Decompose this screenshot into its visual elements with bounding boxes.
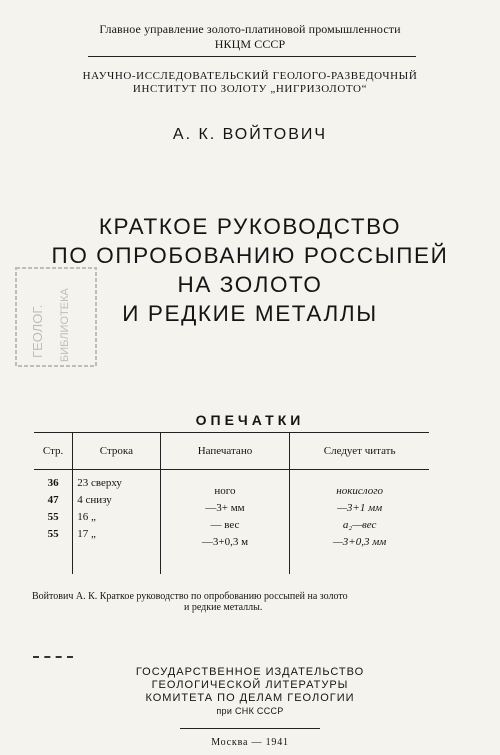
errata-correct: a₂—вес: [342, 519, 377, 531]
errata-printed: —3+0,3 м: [201, 536, 249, 548]
column-header-correct: Следует читать: [290, 433, 429, 470]
errata-line: 16 „: [77, 511, 96, 523]
errata-line: 4 снизу: [77, 494, 112, 506]
printed-column: [160, 470, 290, 574]
title-line-1: КРАТКОЕ РУКОВОДСТВО: [98, 214, 402, 239]
author-name: А. К. ВОЙТОВИЧ: [172, 126, 328, 143]
errata-line: 17 „: [77, 528, 96, 540]
errata-heading: ОПЕЧАТКИ: [195, 412, 305, 428]
errata-note-line-1: Войтович А. К. Краткое руководство по опробованию россыпей на золото: [32, 591, 348, 602]
publisher-block: [0, 666, 500, 718]
errata-printed: — вес: [210, 519, 240, 531]
scan-mark: [33, 656, 73, 658]
errata-correct: —3+0,3 мм: [333, 536, 387, 548]
errata-printed: ного: [214, 485, 236, 497]
column-header-line: Строка: [73, 433, 160, 470]
ministry-line-2: НКЦМ СССР: [214, 37, 286, 51]
stamp-text: ГЕОЛОГ.: [30, 304, 45, 358]
errata-table: [34, 432, 429, 574]
errata-correct: нокислого: [336, 485, 383, 497]
publisher-line-4: при СНК СССР: [216, 706, 284, 716]
errata-line: 23 сверху: [77, 477, 122, 489]
errata-correct: —3+1 мм: [337, 502, 383, 514]
errata-page: 55: [47, 511, 59, 523]
title-line-4: И РЕДКИЕ МЕТАЛЛЫ: [122, 301, 378, 326]
errata-page: 47: [47, 494, 59, 506]
errata-note-line-2: и редкие металлы.: [184, 602, 263, 613]
errata-page: 55: [47, 528, 59, 540]
publisher-line-2: ГЕОЛОГИЧЕСКОЙ ЛИТЕРАТУРЫ: [151, 679, 349, 691]
book-title: [0, 212, 500, 328]
errata-body-row: [34, 470, 429, 574]
title-line-3: НА ЗОЛОТО: [177, 272, 323, 297]
institute-header: [0, 70, 500, 96]
column-header-printed: Напечатано: [160, 433, 290, 470]
header-divider-top: [88, 56, 416, 57]
city-year: Москва — 1941: [211, 737, 289, 748]
publisher-line-3: КОМИТЕТА ПО ДЕЛАМ ГЕОЛОГИИ: [145, 692, 355, 704]
ministry-line-1: Главное управление золото-платиновой промышленности: [99, 22, 401, 36]
institute-line-1: НАУЧНО-ИССЛЕДОВАТЕЛЬСКИЙ ГЕОЛОГО-РАЗВЕДОЧНЫЙ: [82, 70, 418, 82]
errata-printed: —3+ мм: [205, 502, 245, 514]
correct-column: [290, 470, 429, 574]
title-line-2: ПО ОПРОБОВАНИЮ РОССЫПЕЙ: [51, 243, 449, 268]
stamp-text-2: БИБЛИОТЕКА: [59, 288, 71, 362]
publisher-divider: [180, 728, 320, 729]
line-column: [73, 470, 160, 574]
errata-page: 36: [47, 477, 59, 489]
ministry-header: [0, 22, 500, 52]
column-header-page: Стр.: [34, 433, 73, 470]
errata-note: [32, 591, 442, 613]
errata-header-row: [34, 433, 429, 470]
page-column: [34, 470, 73, 574]
publisher-line-1: ГОСУДАРСТВЕННОЕ ИЗДАТЕЛЬСТВО: [135, 666, 365, 678]
institute-line-2: ИНСТИТУТ ПО ЗОЛОТУ „НИГРИЗОЛОТО“: [132, 83, 368, 95]
